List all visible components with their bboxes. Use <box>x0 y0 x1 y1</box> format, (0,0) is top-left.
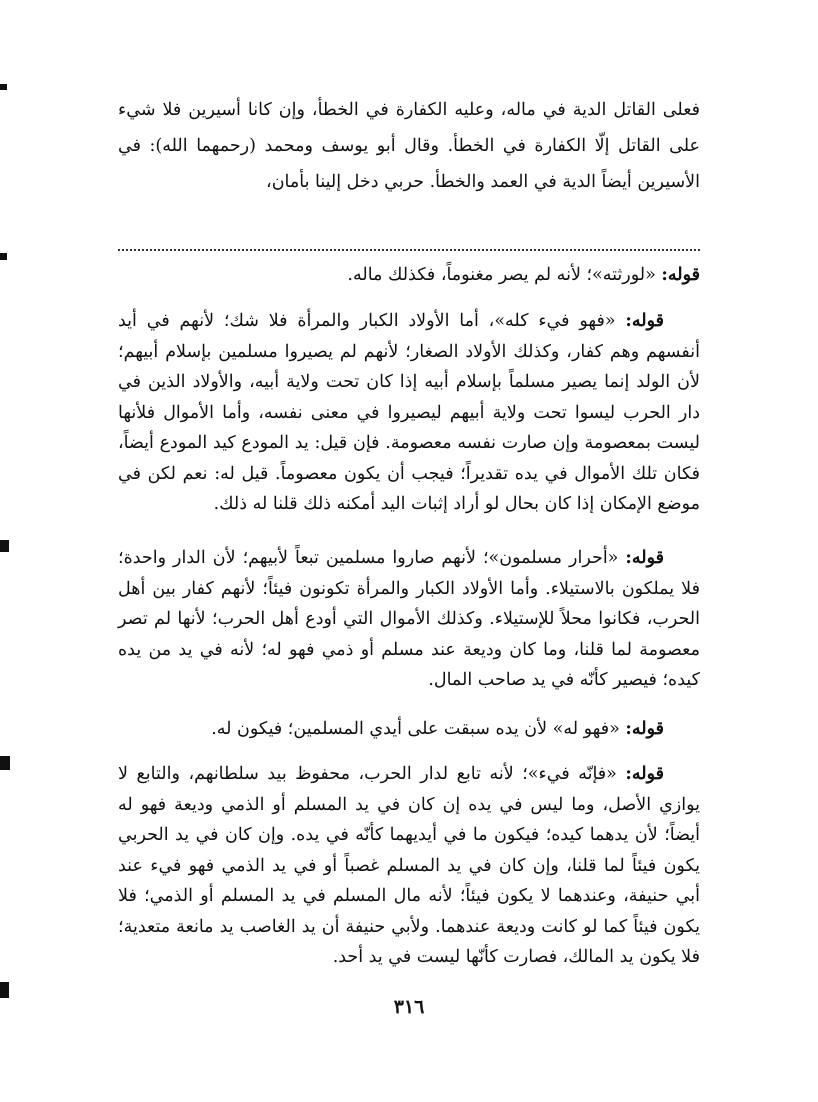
main-text: فعلى القاتل الدية في ماله، وعليه الكفارة في الخطأ، وإن كانا أسيرين فلا شيء على القاتل إلّا الكفارة في الخطأ. وقال أبو يوسف ومحمد (رحمهما الله): في الأسيرين أيضاً الدية في العمد والخطأ. حربي دخل إلينا بأمان، <box>118 100 700 192</box>
commentary-paragraph <box>118 714 700 745</box>
commentary-paragraph <box>118 759 700 973</box>
commentary-text: «فهو له» لأن يده سبقت على أيدي المسلمين؛ فيكون له. <box>211 719 620 739</box>
scan-edge-mark <box>0 756 10 770</box>
commentary-label: قوله: <box>625 548 664 568</box>
dotted-separator <box>118 249 700 251</box>
scan-edge-mark <box>0 253 7 260</box>
commentary-paragraph <box>118 543 700 696</box>
commentary-text: «فإنّه فيء»؛ لأنه تابع لدار الحرب، محفوظ بيد سلطانهم، والتابع لا يوازي الأصل، وما ليس في يده إن كان في يد المسلم أو الذمي وديعة فهو له أيضاً؛ لأن يدهما كيده؛ فيكون ما في أيديهما كأنّه في يده. وإن كان في يد الحربي يكون فيئاً لما قلنا، وإن كان في يد المسلم غصباً أو في يد الذمي فهو فيء عند أبي حنيفة، وعندهما لا يكون فيئاً؛ لأنه مال المسلم في يد المسلم أو الذمي؛ فلا يكون فيئاً كما لو كانت وديعة عندهما. ولأبي حنيفة أن يد الغاصب يد مانعة متعدية؛ فلا يكون يد المالك، فصارت كأنّها ليست في يد أحد. <box>118 764 700 967</box>
commentary-paragraph <box>118 260 700 291</box>
scan-edge-mark <box>0 84 7 90</box>
commentary-text: «لورثته»؛ لأنه لم يصر مغنوماً، فكذلك ماله. <box>347 265 656 285</box>
commentary-text: «فهو فيء كله»، أما الأولاد الكبار والمرأة فلا شك؛ لأنهم في أيد أنفسهم وهم كفار، وكذلك الأولاد الصغار؛ لأنهم لم يصيروا مسلمين بإسلام أبيهم؛ لأن الولد إنما يصير مسلماً بإسلام أبيه إذا كان تحت ولاية أبيه، والأولاد الذين في دار الحرب ليسوا تحت ولاية أبيهم ليصيروا في معنى نفسه، وأما الأموال فلأنها ليست بمعصومة وإن صارت نفسه معصومة. فإن قيل: يد المودع كيد المودع أيضاً، فكان تلك الأموال في يده تقديراً؛ فيجب أن يكون معصوماً. قيل له: نعم لكن في موضع الإمكان إذا كان بحال لو أراد إثبات اليد أمكنه ذلك قلنا له ذلك. <box>118 311 700 514</box>
commentary-label: قوله: <box>625 719 664 739</box>
commentary-text: «أحرار مسلمون»؛ لأنهم صاروا مسلمين تبعاً لأبيهم؛ لأن الدار واحدة؛ فلا يملكون بالاستيلاء. وأما الأولاد الكبار والمرأة تكونون فيئاً؛ لأنهم كفار بين أهل الحرب، فكانوا محلاً للإستيلاء. وكذلك الأموال التي أودع أهل الحرب؛ لأنها لم تصر معصومة لما قلنا، وما كان وديعة عند مسلم أو ذمي فهو له؛ لأنه في يد من يده كيده؛ فيصير كأنّه في يد صاحب المال. <box>118 548 700 690</box>
scan-edge-mark <box>0 982 9 998</box>
page-number: ٣١٦ <box>393 996 425 1018</box>
commentary-label: قوله: <box>625 311 664 331</box>
commentary-label: قوله: <box>625 764 664 784</box>
commentary-paragraph <box>118 306 700 520</box>
scan-edge-mark <box>0 540 9 552</box>
commentary-label: قوله: <box>661 265 700 285</box>
